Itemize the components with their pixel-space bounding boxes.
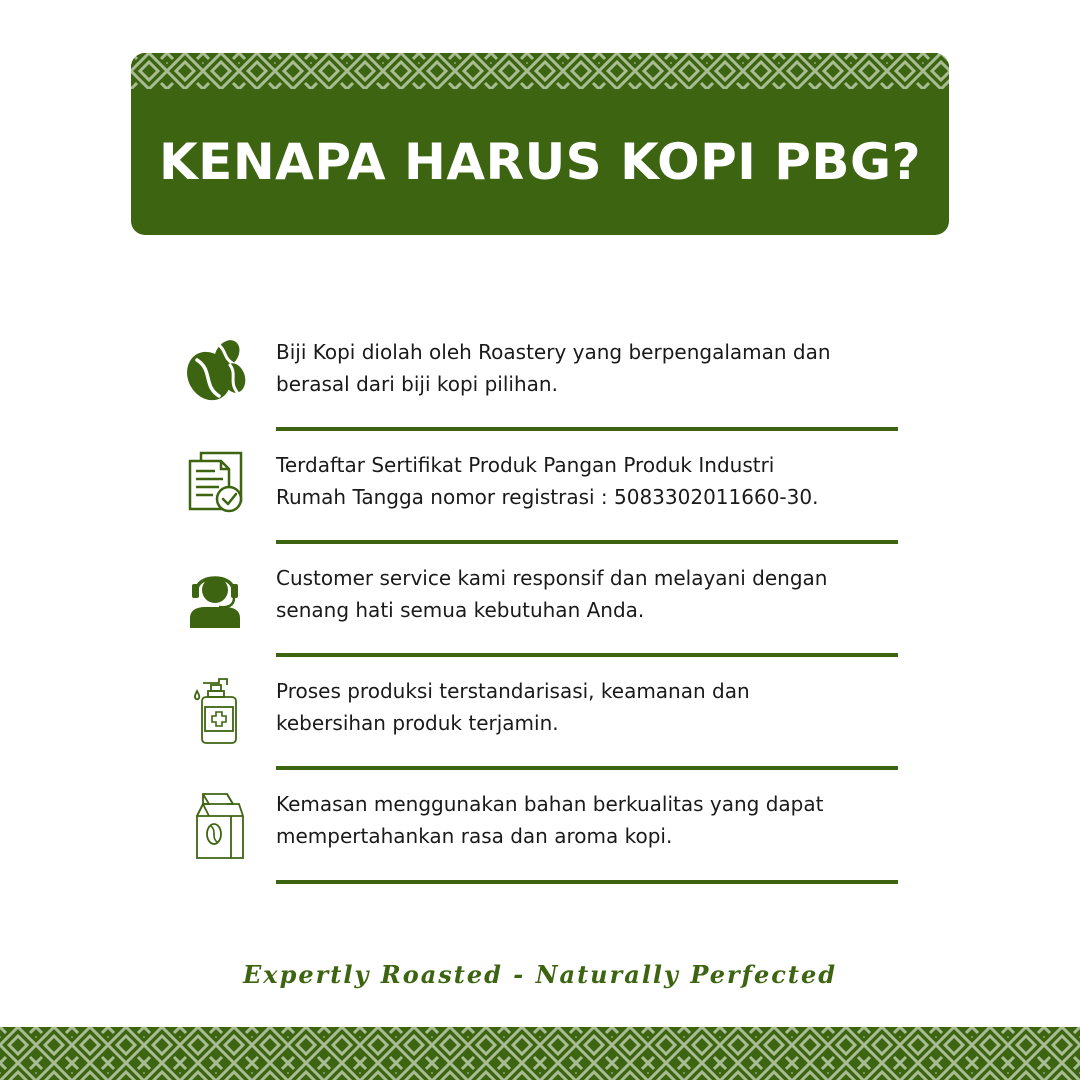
feature-divider <box>276 540 898 544</box>
feature-line-2: berasal dari biji kopi pilihan. <box>276 372 558 396</box>
feature-line-1: Customer service kami responsif dan melayani dengan <box>276 566 828 590</box>
tagline: Expertly Roasted - Naturally Perfected <box>242 960 838 989</box>
feature-line-2: kebersihan produk terjamin. <box>276 711 559 735</box>
customer-service-headset-icon <box>183 562 249 630</box>
feature-text <box>276 675 896 739</box>
coffee-beans-icon <box>183 336 249 404</box>
feature-item-packaging <box>0 788 1080 902</box>
page-title: KENAPA HARUS KOPI PBG? <box>158 133 922 191</box>
feature-line-1: Proses produksi terstandarisasi, keamanan dan <box>276 679 750 703</box>
feature-text <box>276 788 896 852</box>
sanitizer-bottle-icon <box>183 675 249 743</box>
feature-divider <box>276 880 898 884</box>
feature-divider <box>276 653 898 657</box>
banner-decorative-pattern <box>131 53 949 89</box>
footer-decorative-pattern <box>0 1027 1080 1080</box>
feature-item-certificate <box>0 449 1080 563</box>
coffee-package-icon <box>183 790 249 858</box>
feature-line-1: Biji Kopi diolah oleh Roastery yang berpengalaman dan <box>276 340 831 364</box>
feature-divider <box>276 427 898 431</box>
feature-line-2: senang hati semua kebutuhan Anda. <box>276 598 645 622</box>
feature-line-1: Kemasan menggunakan bahan berkualitas yang dapat <box>276 792 824 816</box>
feature-divider <box>276 766 898 770</box>
feature-text <box>276 562 896 626</box>
feature-text <box>276 449 896 513</box>
feature-line-2: mempertahankan rasa dan aroma kopi. <box>276 824 673 848</box>
feature-item-customer-service <box>0 562 1080 676</box>
feature-item-production <box>0 675 1080 789</box>
feature-line-2: Rumah Tangga nomor registrasi : 5083302011660-30. <box>276 485 819 509</box>
feature-line-1: Terdaftar Sertifikat Produk Pangan Produk Industri <box>276 453 775 477</box>
certificate-document-icon <box>183 449 249 517</box>
header-banner <box>131 53 949 235</box>
feature-item-roastery <box>0 336 1080 450</box>
feature-text <box>276 336 896 400</box>
